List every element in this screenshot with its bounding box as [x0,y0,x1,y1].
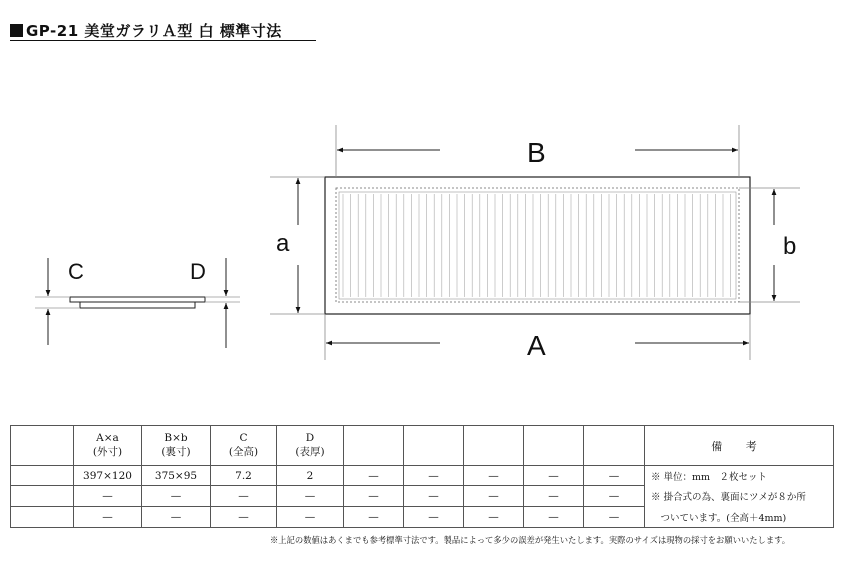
table-cell: 2 [277,466,344,486]
footnote: ※上記の数値はあくまでも参考標準寸法です。製品によって多少の誤差が発生いたします。実際のサイズは現物の採寸をお願いいたします。 [270,535,791,545]
table-cell: — [211,507,277,528]
label-D: D [190,259,206,284]
table-cell: — [344,466,404,486]
table-cell: — [524,466,584,486]
label-b: b [783,233,797,260]
table-cell: 7.2 [211,466,277,486]
table-row [11,507,834,528]
header-cell [344,426,404,466]
remark-line: ついています。(全高＋4mm) [645,507,834,528]
corner-cell [11,426,74,466]
label-a: a [276,230,290,257]
table-cell: — [464,466,524,486]
table-cell: — [404,466,464,486]
table-cell: — [584,486,645,507]
remark-line: ※ 掛合式の為、裏面にツメが８か所 [645,486,834,507]
header-cell: D (表厚) [277,426,344,466]
table-row [11,486,834,507]
label-C: C [68,259,84,284]
table-cell: 397×120 [74,466,142,486]
table-cell: 375×95 [142,466,211,486]
table-cell: — [142,486,211,507]
table-cell: — [464,507,524,528]
header-cell [464,426,524,466]
table-cell: — [74,507,142,528]
table-cell: — [524,486,584,507]
table-row [11,466,834,486]
table-cell: — [344,486,404,507]
table-cell: — [277,486,344,507]
title-text: GP-21 美堂ガラリＡ型 白 標準寸法 [26,22,282,40]
spec-table [10,425,834,528]
row-label [11,486,74,507]
remarks-header: 備 考 [645,426,834,466]
label-A: A [527,330,546,361]
header-cell: B×b (裏寸) [142,426,211,466]
side-profile [35,258,240,348]
table-cell: — [211,486,277,507]
table-cell: — [74,486,142,507]
table-cell: — [344,507,404,528]
row-label [11,466,74,486]
remark-line: ※ 単位：mm ２枚セット [645,466,834,486]
row-label [11,507,74,528]
table-cell: — [404,486,464,507]
table-cell: — [524,507,584,528]
header-cell [524,426,584,466]
header-cell: C (全高) [211,426,277,466]
table-header-row [11,426,834,466]
table-cell: — [584,507,645,528]
table-cell: — [404,507,464,528]
header-cell [404,426,464,466]
table-cell: — [584,466,645,486]
header-cell: A×a (外寸) [74,426,142,466]
table-cell: — [277,507,344,528]
header-cell [584,426,645,466]
label-B: B [527,137,546,168]
table-cell: — [142,507,211,528]
table-cell: — [464,486,524,507]
